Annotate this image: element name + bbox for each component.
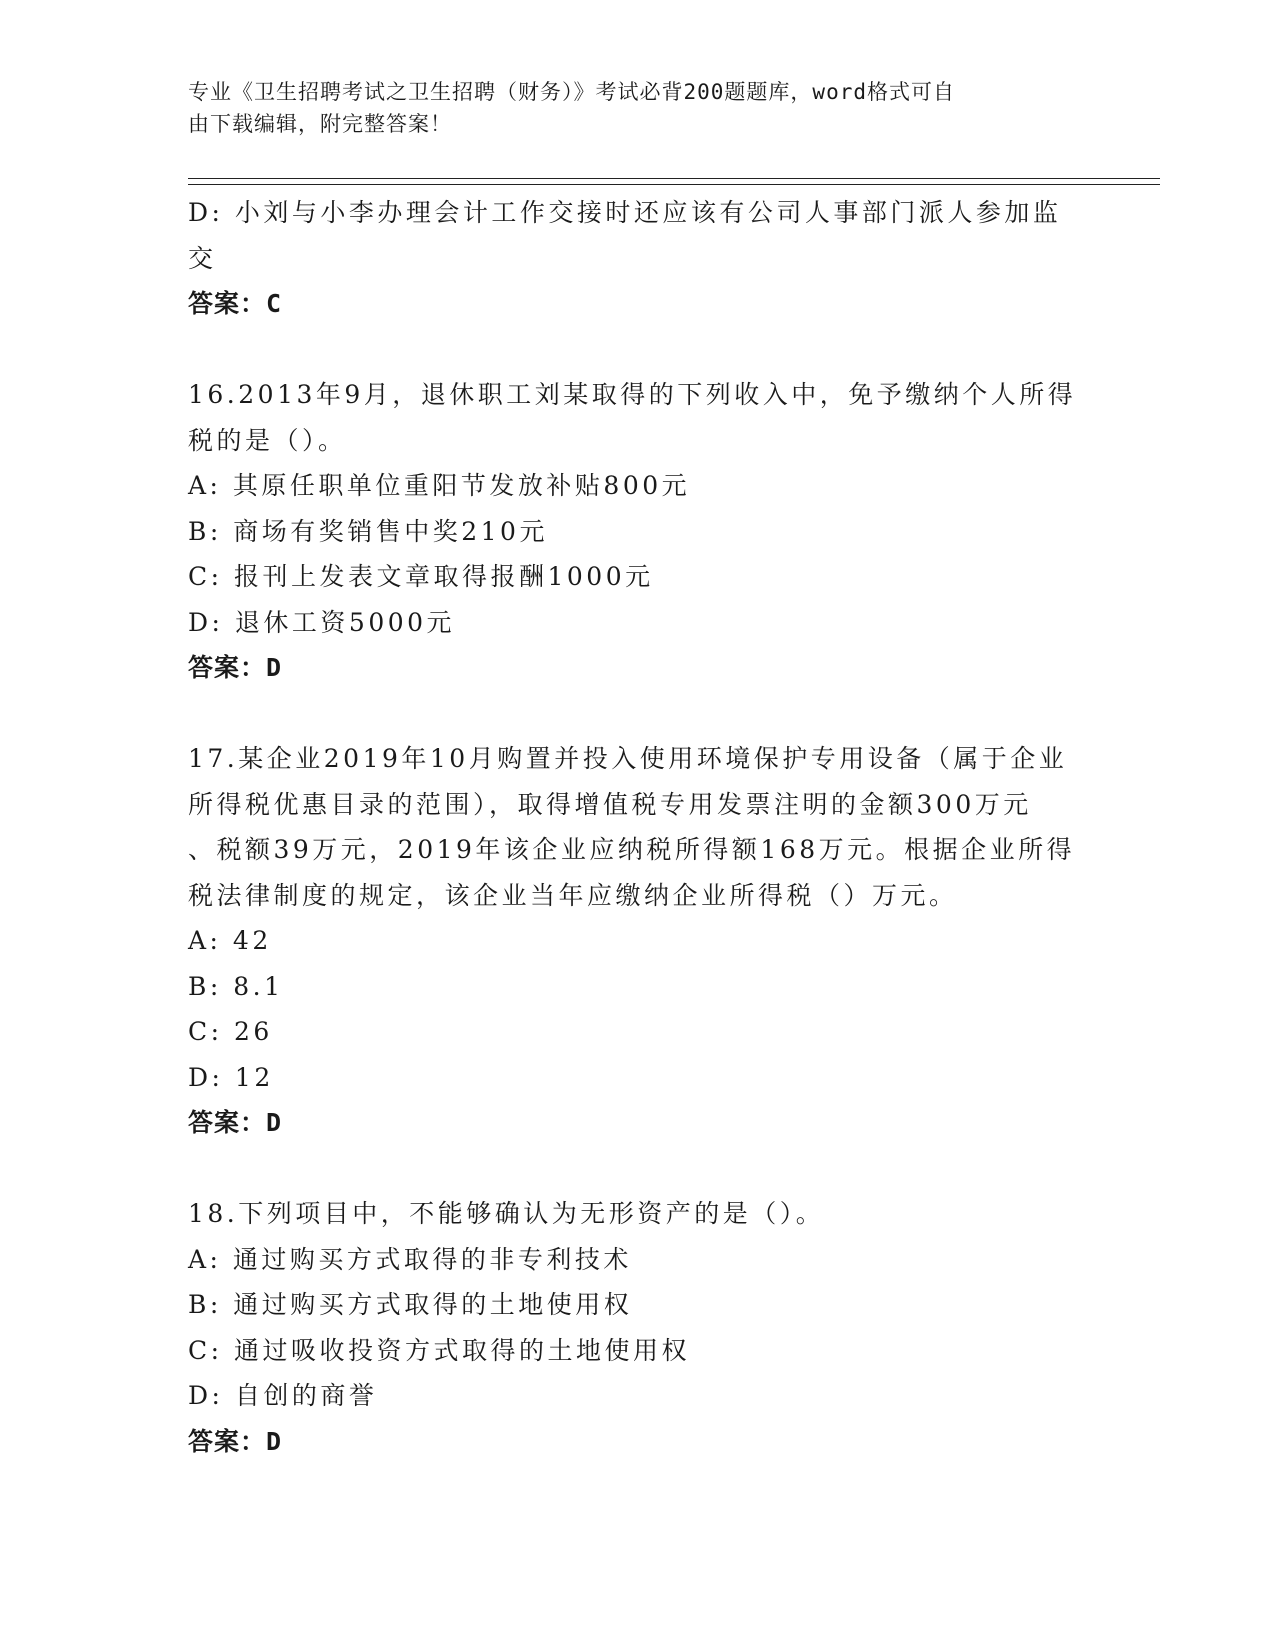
question-stem-continuation: 税的是（）。 xyxy=(188,425,347,455)
option-d: D: 12 xyxy=(188,1062,274,1092)
spacer xyxy=(188,691,1088,737)
header-rule-bottom xyxy=(188,184,1160,185)
question-stem: 16.2013年9月，退休职工刘某取得的下列收入中，免予缴纳个人所得 xyxy=(188,380,1077,409)
question-stem-continuation: 所得税优惠目录的范围），取得增值税专用发票注明的金额300万元 xyxy=(188,789,1032,819)
answer-line: 答案：D xyxy=(188,1426,283,1456)
option-a: A: 通过购买方式取得的非专利技术 xyxy=(188,1244,632,1274)
option-d: D: 自创的商誉 xyxy=(188,1381,378,1410)
option-c: C: 通过吸收投资方式取得的土地使用权 xyxy=(188,1335,690,1365)
header-rule-top xyxy=(188,178,1160,179)
option-c: C: 报刊上发表文章取得报酬1000元 xyxy=(188,562,654,591)
question-stem: 17.某企业2019年10月购置并投入使用环境保护专用设备（属于企业 xyxy=(188,744,1068,773)
answer-line: 答案：D xyxy=(188,1108,283,1137)
question-17 xyxy=(188,736,1088,1146)
option-b: B: 8.1 xyxy=(188,971,284,1001)
option-a: A: 其原任职单位重阳节发放补贴800元 xyxy=(188,471,691,500)
question-stem-continuation: 税法律制度的规定，该企业当年应缴纳企业所得税（）万元。 xyxy=(188,880,958,910)
question-15-tail xyxy=(188,190,1088,327)
question-16 xyxy=(188,372,1088,691)
spacer xyxy=(188,327,1088,373)
option-d-continuation: 交 xyxy=(188,243,217,273)
option-a: A: 42 xyxy=(188,926,272,955)
answer-line: 答案：C xyxy=(188,289,283,318)
header-line-1: 专业《卫生招聘考试之卫生招聘（财务）》考试必背200题题库，word格式可自 xyxy=(188,80,955,104)
spacer xyxy=(188,1146,1088,1192)
question-stem-continuation: 、税额39万元，2019年该企业应纳税所得额168万元。根据企业所得 xyxy=(188,835,1076,864)
option-b: B: 通过购买方式取得的土地使用权 xyxy=(188,1290,633,1319)
option-d: D: 小刘与小李办理会计工作交接时还应该有公司人事部门派人参加监 xyxy=(188,198,1062,227)
question-stem: 18.下列项目中，不能够确认为无形资产的是（）。 xyxy=(188,1199,825,1228)
option-d: D: 退休工资5000元 xyxy=(188,607,456,637)
question-content xyxy=(188,190,1088,1464)
option-c: C: 26 xyxy=(188,1017,273,1046)
answer-line: 答案：D xyxy=(188,653,283,682)
header-line-2: 由下载编辑，附完整答案！ xyxy=(188,112,452,136)
document-header xyxy=(188,76,1068,140)
option-b: B: 商场有奖销售中奖210元 xyxy=(188,516,548,546)
question-18 xyxy=(188,1191,1088,1464)
